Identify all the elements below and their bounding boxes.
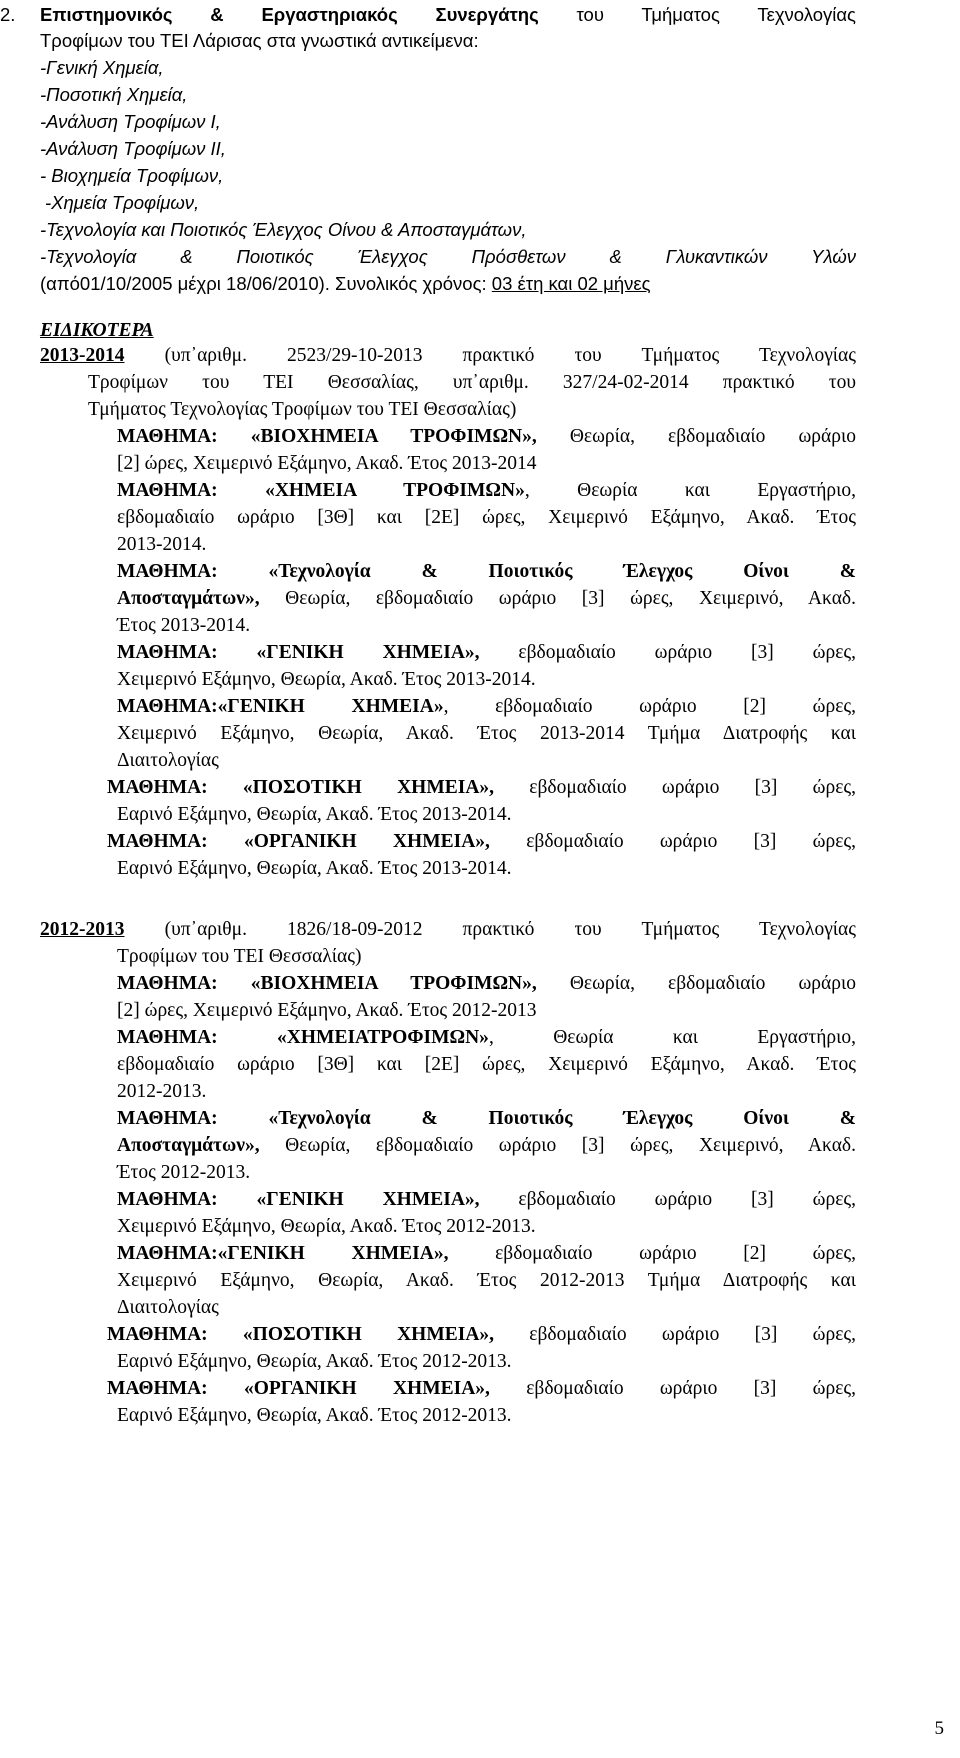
subject-item: -Χημεία Τροφίμων,	[45, 192, 200, 213]
subject-item: -Γενική Χημεία,	[40, 57, 164, 78]
course-line: ΜΑΘΗΜΑ:«ΓΕΝΙΚΗ ΧΗΜΕΙΑ», εβδομαδιαίο ωράριο [2] ώρες,	[117, 1243, 856, 1264]
details-heading: ΕΙΔΙΚΟΤΕΡΑ	[40, 320, 154, 341]
course-line: Έτος 2013-2014.	[117, 615, 251, 636]
course-line: ΜΑΘΗΜΑ: «ΧΗΜΕΙΑΤΡΟΦΙΜΩΝ», Θεωρία και Εργαστήριο,	[117, 1027, 856, 1048]
course-line: ΜΑΘΗΜΑ: «ΟΡΓΑΝΙΚΗ ΧΗΜΕΙΑ», εβδομαδιαίο ωράριο [3] ώρες,	[107, 1378, 856, 1399]
course-line: Χειμερινό Εξάμηνο, Θεωρία, Ακαδ. Έτος 2012-2013 Τμήμα Διατροφής και	[117, 1270, 856, 1291]
academic-year-2013: 2013-2014	[40, 345, 125, 366]
subject-item: -Τεχνολογία & Ποιοτικός Έλεγχος Πρόσθετων & Γλυκαντικών Υλών	[40, 246, 856, 267]
entry-role: Επιστημονικός & Εργαστηριακός Συνεργάτης	[40, 4, 539, 25]
course-line: ΜΑΘΗΜΑ: «ΧΗΜΕΙΑ ΤΡΟΦΙΜΩΝ», Θεωρία και Εργαστήριο,	[117, 480, 856, 501]
subject-item: -Ποσοτική Χημεία,	[40, 84, 188, 105]
course-line: ΜΑΘΗΜΑ: «ΒΙΟΧΗΜΕΙΑ ΤΡΟΦΙΜΩΝ», Θεωρία, εβδομαδιαίο ωράριο	[117, 426, 856, 447]
course-line: ΜΑΘΗΜΑ:«ΓΕΝΙΚΗ ΧΗΜΕΙΑ», εβδομαδιαίο ωράριο [2] ώρες,	[117, 696, 856, 717]
entry-second-line: Τροφίμων του ΤΕΙ Λάρισας στα γνωστικά αντικείμενα:	[40, 30, 479, 51]
course-line: Έτος 2012-2013.	[117, 1162, 251, 1183]
course-line: Διαιτολογίας	[117, 750, 219, 771]
year-ref-line	[40, 343, 856, 369]
period-text: (από01/10/2005 μέχρι 18/06/2010). Συνολικός χρόνος:	[40, 273, 492, 294]
course-line: Χειμερινό Εξάμηνο, Θεωρία, Ακαδ. Έτος 2012-2013.	[117, 1216, 536, 1237]
ref-line: Τμήματος Τεχνολογίας Τροφίμων του ΤΕΙ Θεσσαλίας)	[88, 399, 517, 420]
course-line: ΜΑΘΗΜΑ: «ΒΙΟΧΗΜΕΙΑ ΤΡΟΦΙΜΩΝ», Θεωρία, εβδομαδιαίο ωράριο	[117, 973, 856, 994]
course-line: ΜΑΘΗΜΑ: «Τεχνολογία & Ποιοτικός Έλεγχος Οίνοι &	[117, 1108, 856, 1129]
course-line: 2012-2013.	[117, 1081, 207, 1102]
course-line: εβδομαδιαίο ωράριο [3Θ] και [2Ε] ώρες, Χειμερινό Εξάμηνο, Ακαδ. Έτος	[117, 507, 856, 528]
course-line: Χειμερινό Εξάμηνο, Θεωρία, Ακαδ. Έτος 2013-2014 Τμήμα Διατροφής και	[117, 723, 856, 744]
subject-item: -Τεχνολογία και Ποιοτικός Έλεγχος Οίνου & Αποσταγμάτων,	[40, 219, 527, 240]
course-line: Αποσταγμάτων», Θεωρία, εβδομαδιαίο ωράριο [3] ώρες, Χειμερινό, Ακαδ.	[117, 1135, 856, 1156]
employment-period	[40, 271, 651, 297]
course-line: [2] ώρες, Χειμερινό Εξάμηνο, Ακαδ. Έτος 2013-2014	[117, 453, 537, 474]
course-line: Εαρινό Εξάμηνο, Θεωρία, Ακαδ. Έτος 2013-2014.	[117, 858, 512, 879]
academic-year-2012: 2012-2013	[40, 919, 125, 940]
year-ref-line	[40, 917, 856, 943]
ref-line: Τροφίμων του ΤΕΙ Θεσσαλίας, υπ᾽αριθμ. 327/24-02-2014 πρακτικό του	[88, 372, 856, 393]
course-line: ΜΑΘΗΜΑ: «ΠΟΣΟΤΙΚΗ ΧΗΜΕΙΑ», εβδομαδιαίο ωράριο [3] ώρες,	[107, 777, 856, 798]
entry-role-rest: του Τμήματος Τεχνολογίας	[538, 4, 856, 25]
course-line: Εαρινό Εξάμηνο, Θεωρία, Ακαδ. Έτος 2012-2013.	[117, 1405, 512, 1426]
course-line: εβδομαδιαίο ωράριο [3Θ] και [2Ε] ώρες, Χειμερινό Εξάμηνο, Ακαδ. Έτος	[117, 1054, 856, 1075]
entry-first-line	[40, 2, 856, 28]
course-line: Αποσταγμάτων», Θεωρία, εβδομαδιαίο ωράριο [3] ώρες, Χειμερινό, Ακαδ.	[117, 588, 856, 609]
ref-text: (υπ᾽αριθμ. 2523/29-10-2013 πρακτικό του Τμήματος Τεχνολογίας	[164, 345, 856, 366]
course-line: Εαρινό Εξάμηνο, Θεωρία, Ακαδ. Έτος 2013-2014.	[117, 804, 512, 825]
subject-item: -Ανάλυση Τροφίμων Ι,	[40, 111, 221, 132]
subject-item: -Ανάλυση Τροφίμων ΙΙ,	[40, 138, 226, 159]
ref-text: (υπ᾽αριθμ. 1826/18-09-2012 πρακτικό του Τμήματος Τεχνολογίας	[164, 919, 856, 940]
ref-line: Τροφίμων του ΤΕΙ Θεσσαλίας)	[117, 946, 362, 967]
course-line: Εαρινό Εξάμηνο, Θεωρία, Ακαδ. Έτος 2012-2013.	[117, 1351, 512, 1372]
course-line: 2013-2014.	[117, 534, 207, 555]
course-line: Διαιτολογίας	[117, 1297, 219, 1318]
course-line: ΜΑΘΗΜΑ: «Τεχνολογία & Ποιοτικός Έλεγχος Οίνοι &	[117, 561, 856, 582]
page-number: 5	[934, 1718, 944, 1739]
entry-number: 2.	[0, 4, 16, 25]
course-line: [2] ώρες, Χειμερινό Εξάμηνο, Ακαδ. Έτος 2012-2013	[117, 1000, 537, 1021]
course-line: ΜΑΘΗΜΑ: «ΓΕΝΙΚΗ ΧΗΜΕΙΑ», εβδομαδιαίο ωράριο [3] ώρες,	[117, 1189, 856, 1210]
course-line: ΜΑΘΗΜΑ: «ΓΕΝΙΚΗ ΧΗΜΕΙΑ», εβδομαδιαίο ωράριο [3] ώρες,	[117, 642, 856, 663]
subject-item: - Βιοχημεία Τροφίμων,	[40, 165, 224, 186]
course-line: ΜΑΘΗΜΑ: «ΠΟΣΟΤΙΚΗ ΧΗΜΕΙΑ», εβδομαδιαίο ωράριο [3] ώρες,	[107, 1324, 856, 1345]
course-line: Χειμερινό Εξάμηνο, Θεωρία, Ακαδ. Έτος 2013-2014.	[117, 669, 536, 690]
course-line: ΜΑΘΗΜΑ: «ΟΡΓΑΝΙΚΗ ΧΗΜΕΙΑ», εβδομαδιαίο ωράριο [3] ώρες,	[107, 831, 856, 852]
total-duration: 03 έτη και 02 μήνες	[491, 273, 651, 294]
